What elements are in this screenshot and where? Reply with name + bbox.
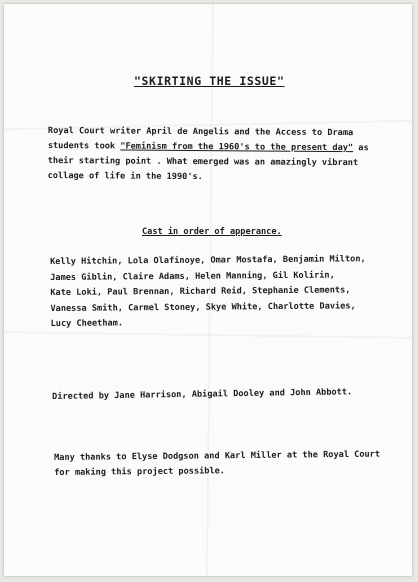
intro-text: as — [353, 143, 369, 154]
thanks-line: Many thanks to Elyse Dodgson and Karl Miller at the Royal Court — [54, 449, 381, 463]
thanks-line: for making this project possible. — [54, 466, 226, 478]
cast-line: James Giblin, Claire Adams, Helen Manning, Gil Kolirin, — [50, 270, 335, 283]
thanks-note — [54, 448, 380, 481]
cast-line: Kate Loki, Paul Brennan, Richard Reid, Stephanie Clements, — [50, 285, 351, 298]
intro-line: collage of life in the 1990's. — [47, 170, 203, 183]
cast-list — [50, 252, 366, 332]
document-title: "SKIRTING THE ISSUE" — [134, 74, 285, 88]
intro-paragraph — [48, 124, 369, 186]
directed-by: Directed by Jane Harrison, Abigail Dooley and John Abbott. — [52, 387, 353, 402]
underlined-topic: "Feminism from the 1960's to the present day" — [120, 141, 354, 154]
intro-line: their starting point . What emerged was an amazingly vibrant — [47, 155, 359, 169]
cast-line: Lucy Cheetham. — [50, 318, 124, 329]
intro-line: Royal Court writer April de Angelis and the Access to Drama — [47, 125, 354, 139]
cast-heading: Cast in order of apperance. — [142, 227, 282, 237]
cast-line: Kelly Hitchin, Lola Olafinoye, Omar Mostafa, Benjamin Milton, — [50, 254, 366, 267]
intro-text: students took — [47, 140, 121, 152]
document-page — [4, 4, 412, 576]
cast-line: Vanessa Smith, Carmel Stoney, Skye White, Charlotte Davies, — [50, 300, 356, 314]
